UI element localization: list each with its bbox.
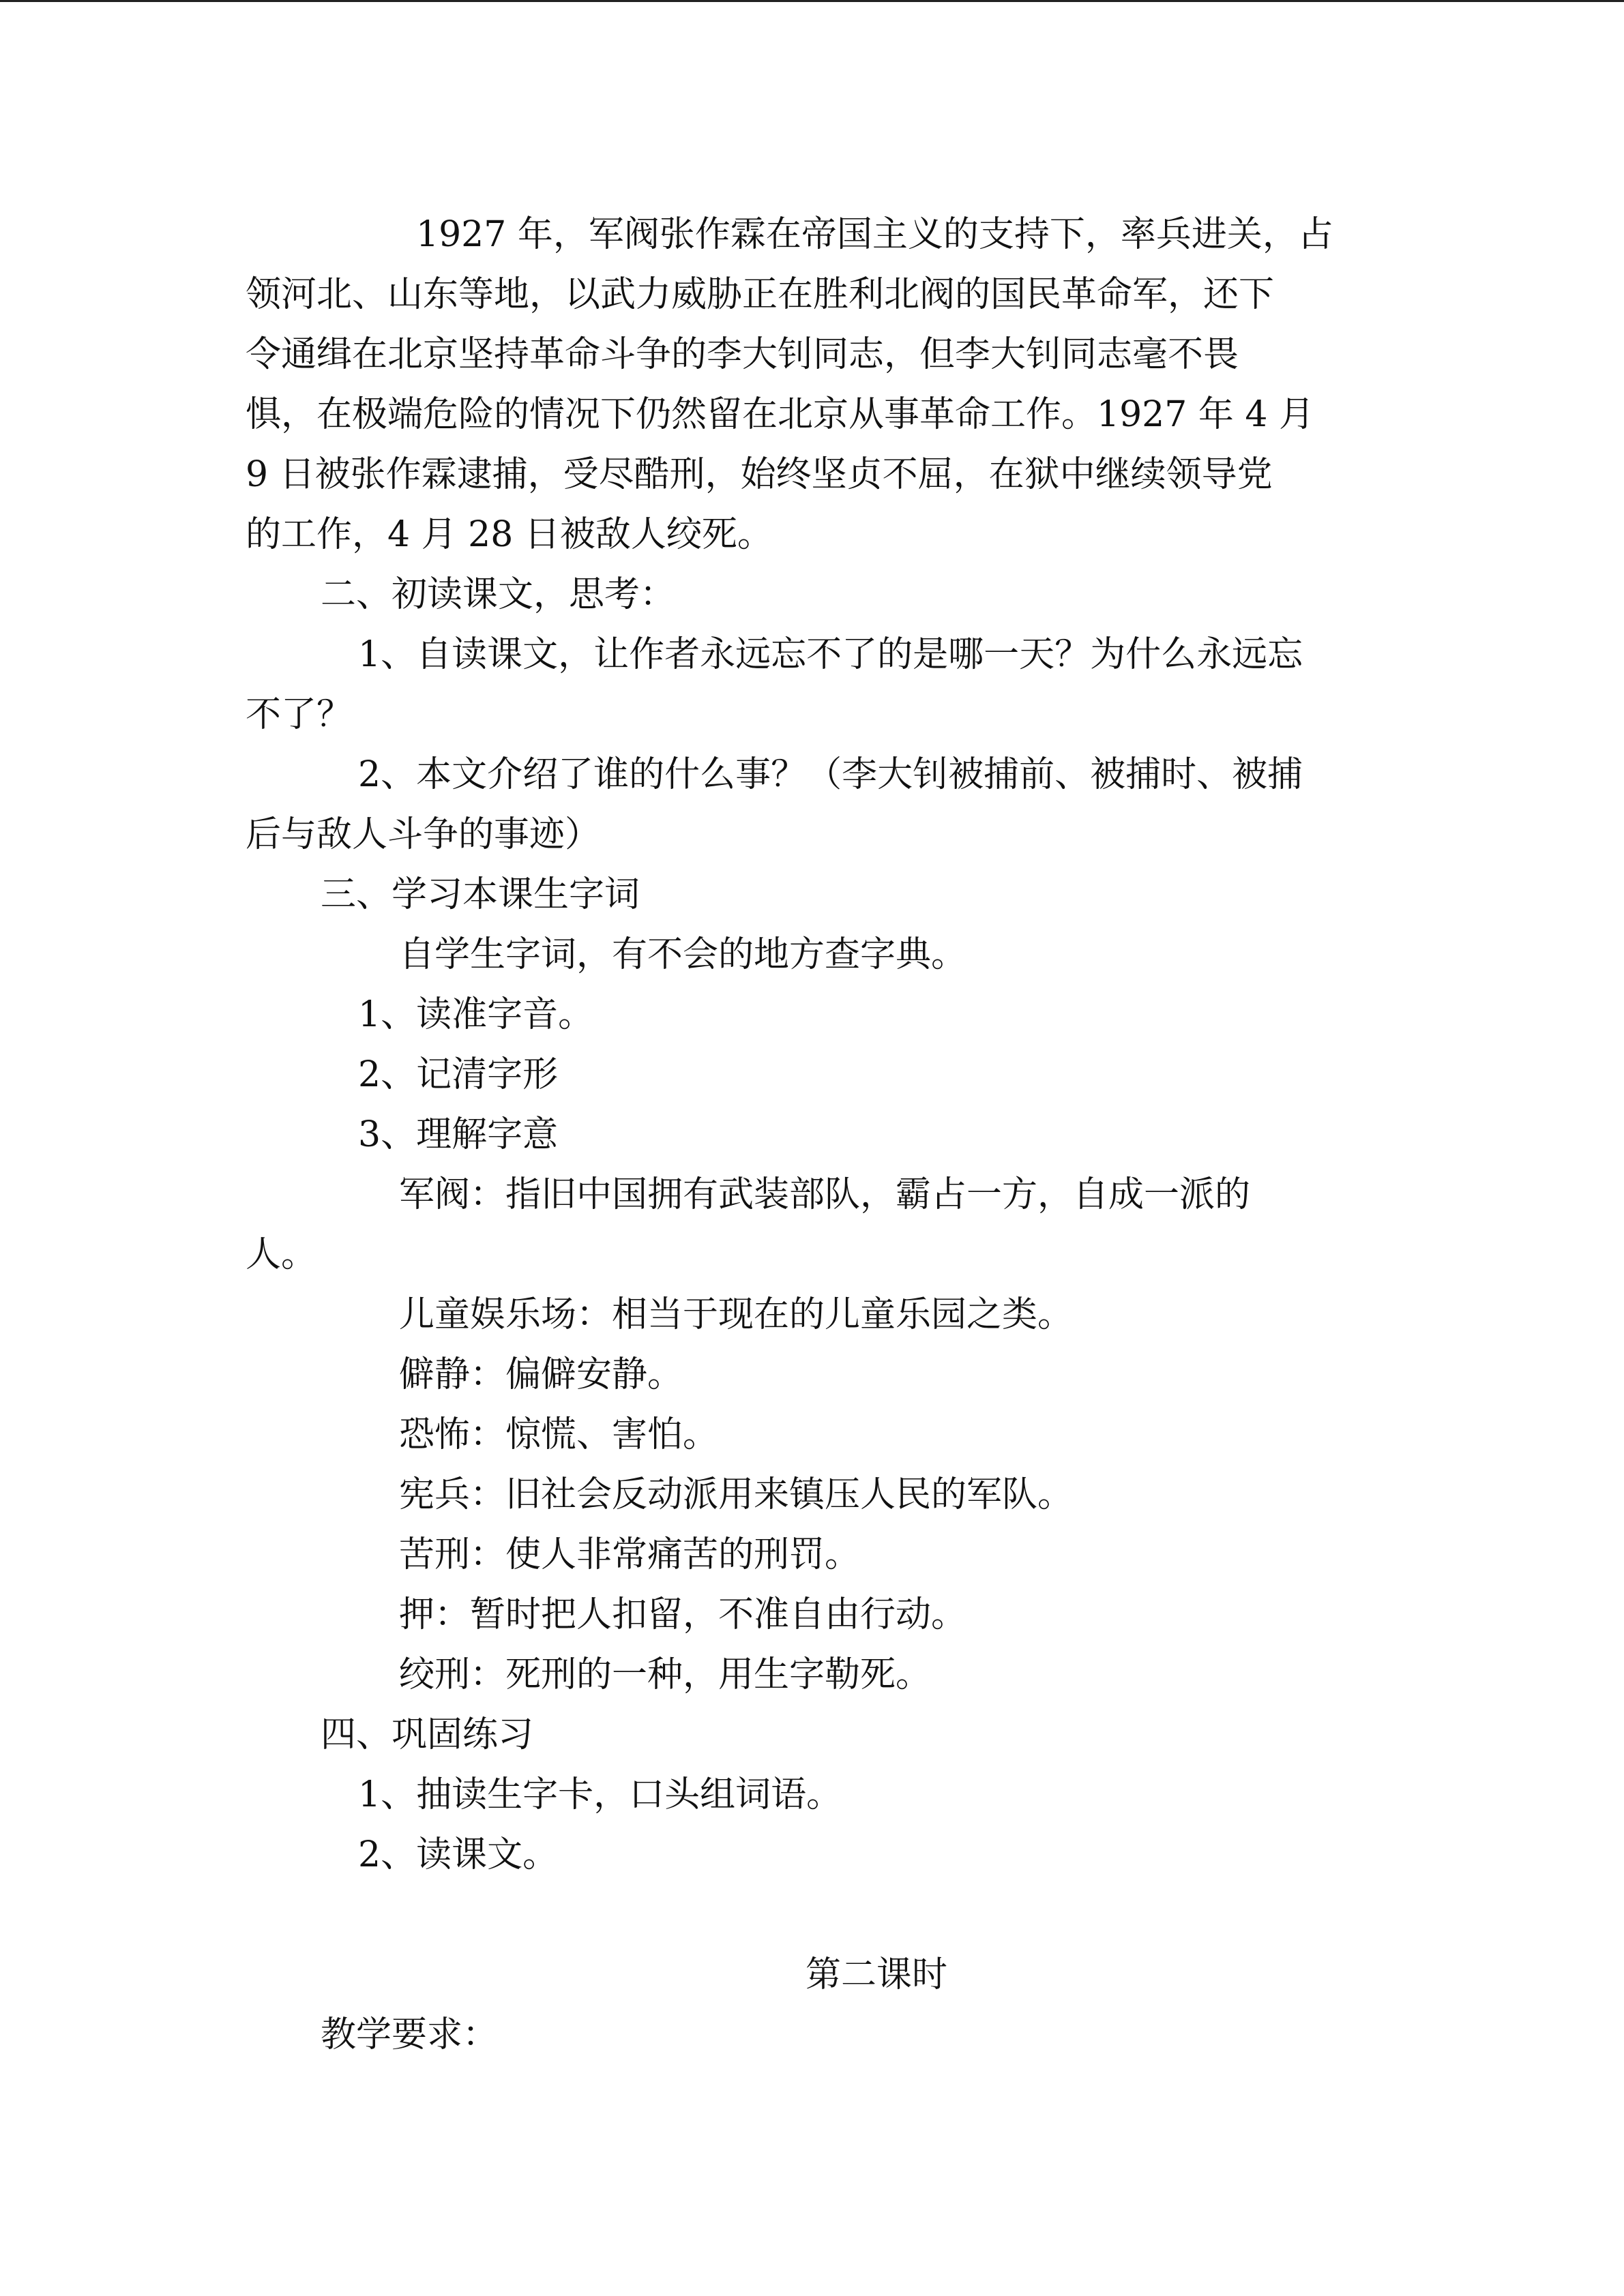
glossary-entry: 恐怖：惊慌、害怕。 [399,1414,719,1455]
spacer [246,1885,1378,1945]
lesson-heading: 第二课时 [805,1954,947,1995]
requirements-label: 教学要求： [321,2014,499,2055]
glossary-entry: 宪兵：旧社会反动派用来镇压人民的军队。 [399,1474,1074,1515]
question-line: 不了？ [246,694,353,735]
question-line: 后与敌人斗争的事迹） [246,814,601,855]
section-reading [246,565,1378,865]
intro-line: 的工作，4 月 28 日被敌人绞死。 [246,514,773,555]
question-line: 2、本文介绍了谁的什么事？（李大钊被捕前、被捕时、被捕 [358,754,1303,795]
practice-item: 1、抽读生字卡，口头组词语。 [358,1774,842,1815]
glossary-entry: 苦刑：使人非常痛苦的刑罚。 [399,1534,861,1575]
section-vocabulary [246,865,1378,1705]
intro-line: 9 日被张作霖逮捕，受尽酷刑，始终坚贞不屈，在狱中继续领导党 [246,454,1273,495]
step-item: 2、记清字形 [358,1054,559,1095]
glossary-entry: 押：暂时把人扣留，不准自由行动。 [399,1594,967,1635]
practice-item: 2、读课文。 [358,1834,559,1875]
step-item: 1、读准字音。 [358,994,594,1035]
intro-paragraph [246,205,1378,565]
intro-line: 领河北、山东等地，以武力威胁正在胜利北阀的国民革命军，还下 [246,274,1275,315]
page-top-border [0,0,1624,2]
intro-line: 惧，在极端危险的情况下仍然留在北京从事革命工作。1927 年 4 月 [246,394,1315,435]
glossary-entry: 僻静：偏僻安静。 [399,1354,683,1395]
glossary-entry: 绞刑：死刑的一种，用生字勒死。 [399,1654,932,1695]
section-title: 四、巩固练习 [321,1714,534,1755]
glossary-entry: 军阀：指旧中国拥有武装部队，霸占一方，自成一派的 [399,1174,1251,1215]
section-practice [246,1705,1378,1885]
document-page [246,205,1378,2065]
section-intro: 自学生字词，有不会的地方查字典。 [399,934,967,975]
glossary-entry: 儿童娱乐场：相当于现在的儿童乐园之类。 [399,1294,1074,1335]
section-title: 三、学习本课生字词 [321,874,640,915]
step-item: 3、理解字意 [358,1114,559,1155]
intro-line: 令通缉在北京坚持革命斗争的李大钊同志，但李大钊同志毫不畏 [246,334,1239,375]
intro-line: 1927 年，军阀张作霖在帝国主义的支持下，率兵进关，占 [416,214,1333,255]
question-line: 1、自读课文，让作者永远忘不了的是哪一天？为什么永远忘 [358,634,1303,675]
glossary-entry-continuation: 人。 [246,1234,317,1275]
section-title: 二、初读课文，思考： [321,574,676,615]
